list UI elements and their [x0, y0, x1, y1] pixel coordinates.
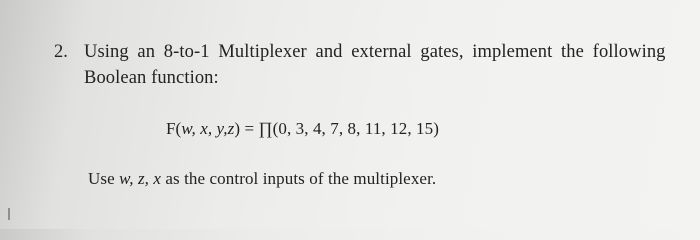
question-text-line-1: Using an 8-to-1 Multiplexer and external gates, implement the following	[84, 42, 666, 62]
formula-variables: w, x, y,z	[181, 119, 235, 138]
page-edge-mark	[8, 208, 10, 220]
formula-equals: ) =	[234, 119, 259, 138]
question-number: 2.	[54, 42, 68, 62]
question-text-line-2: Boolean function:	[84, 68, 219, 88]
product-symbol: ∏	[258, 119, 273, 138]
control-variables: w, z, x	[119, 169, 162, 188]
maxterm-list: (0, 3, 4, 7, 8, 11, 12, 15)	[272, 119, 439, 138]
control-prefix: Use	[88, 169, 120, 188]
boolean-function-formula	[166, 119, 439, 139]
formula-function-name: F(	[166, 119, 182, 138]
control-suffix: as the control inputs of the multiplexer.	[161, 169, 437, 188]
control-inputs-instruction	[88, 169, 436, 189]
